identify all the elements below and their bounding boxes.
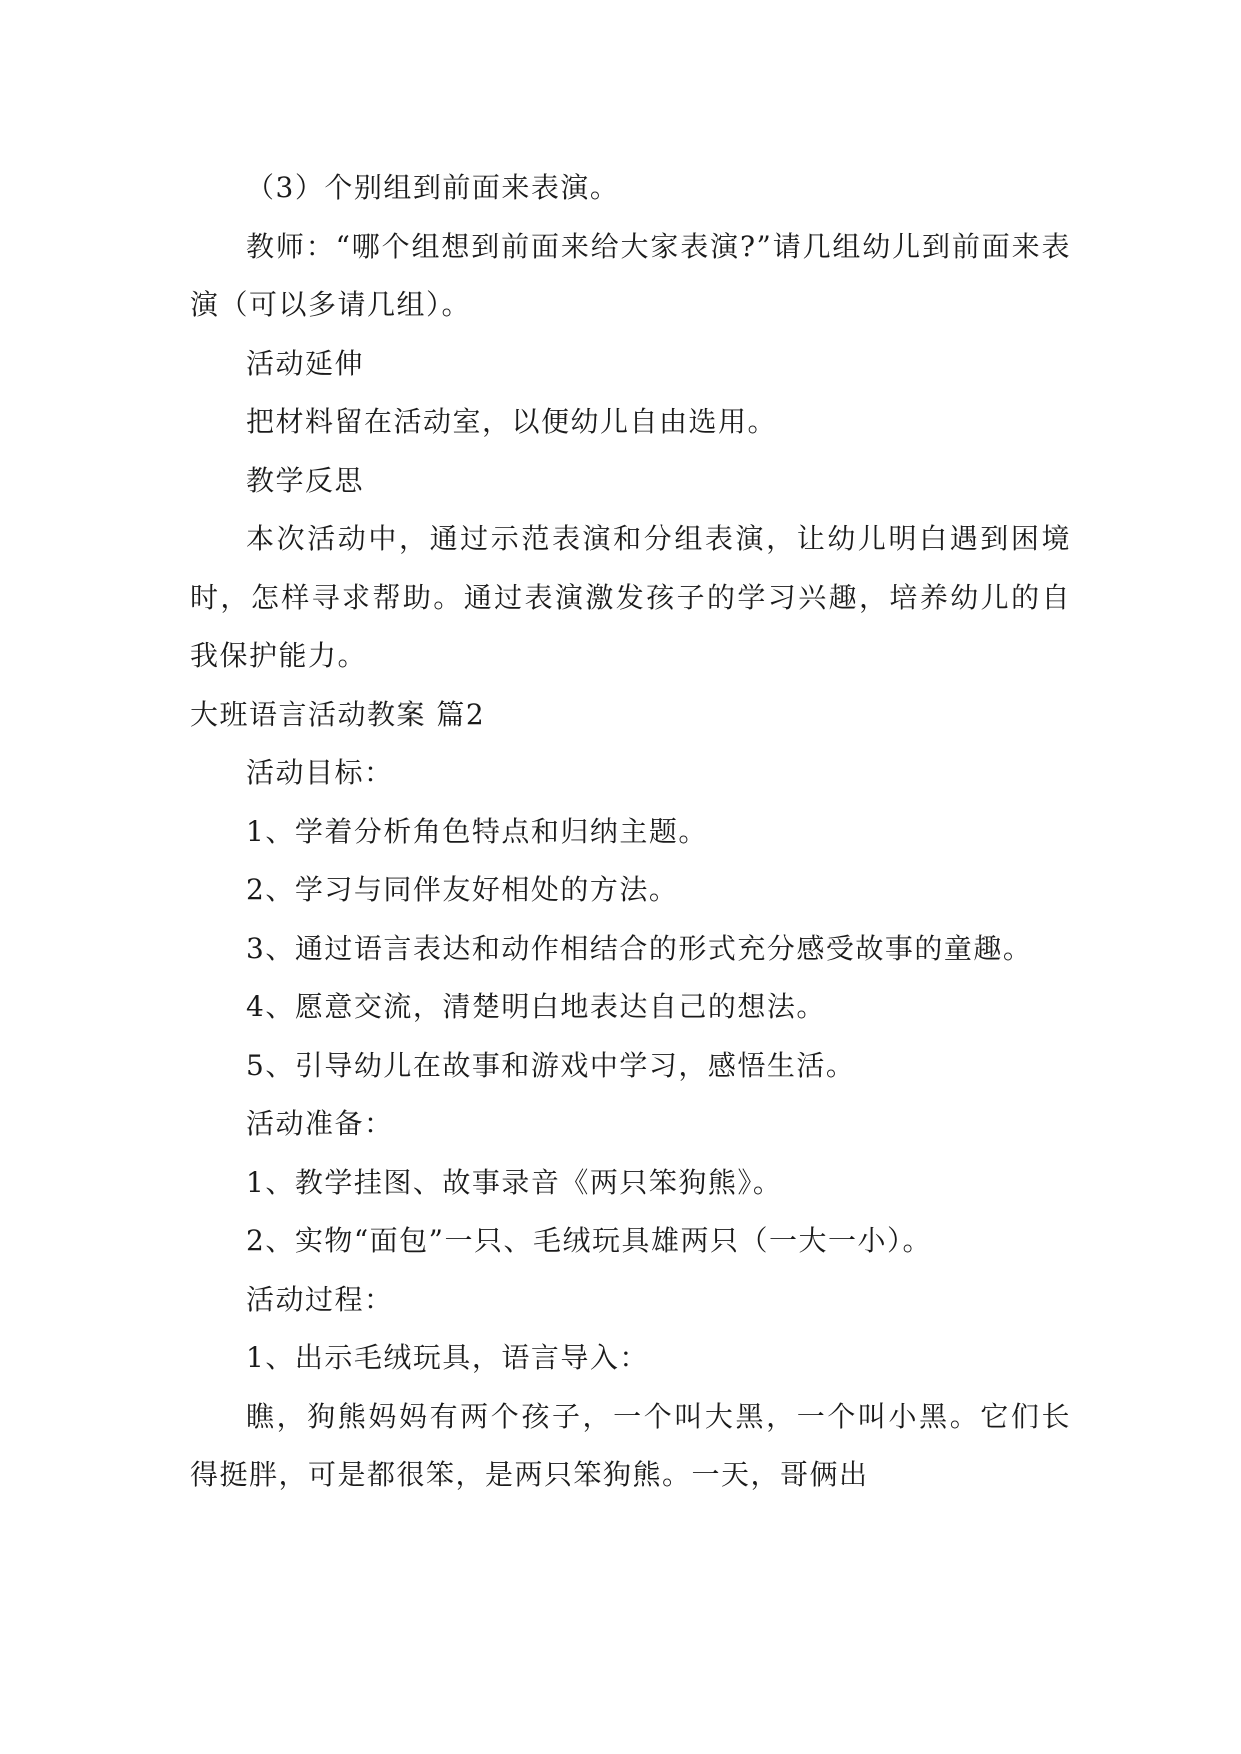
paragraph-2: 教师：“哪个组想到前面来给大家表演?”请几组幼儿到前面来表演（可以多请几组）。	[190, 229, 1071, 321]
paragraph-10: 3、通过语言表达和动作相结合的形式充分感受故事的童趣。	[246, 931, 1033, 965]
paragraph-7: 活动目标：	[246, 756, 394, 789]
paragraph-8: 1、学着分析角色特点和归纳主题。	[246, 814, 708, 848]
paragraph-9: 2、学习与同伴友好相处的方法。	[246, 873, 679, 906]
paragraph-13: 活动准备：	[246, 1107, 394, 1140]
paragraph-4: 把材料留在活动室，以便幼儿自由选用。	[246, 405, 778, 438]
paragraph-14: 1、教学挂图、故事录音《两只笨狗熊》。	[246, 1165, 783, 1199]
paragraph-15: 2、实物“面包”一只、毛绒玩具雄两只（一大一小）。	[246, 1224, 932, 1257]
paragraph-6: 本次活动中，通过示范表演和分组表演，让幼儿明白遇到困境时，怎样寻求帮助。通过表演激发孩子的学习兴趣，培养幼儿的自我保护能力。	[190, 522, 1071, 672]
paragraph-17: 1、出示毛绒玩具，语言导入：	[246, 1341, 649, 1374]
paragraph-5: 教学反思	[246, 463, 365, 497]
section-heading: 大班语言活动教案 篇2	[190, 697, 486, 731]
paragraph-16: 活动过程：	[246, 1282, 394, 1316]
paragraph-1: （3）个别组到前面来表演。	[246, 171, 620, 204]
paragraph-18: 瞧，狗熊妈妈有两个孩子，一个叫大黑，一个叫小黑。它们长得挺胖，可是都很笨，是两只笨狗熊。一天，哥俩出	[190, 1399, 1071, 1491]
paragraph-12: 5、引导幼儿在故事和游戏中学习，感悟生活。	[246, 1048, 856, 1082]
paragraph-3: 活动延伸	[246, 346, 365, 380]
paragraph-11: 4、愿意交流，清楚明白地表达自己的想法。	[246, 990, 826, 1023]
